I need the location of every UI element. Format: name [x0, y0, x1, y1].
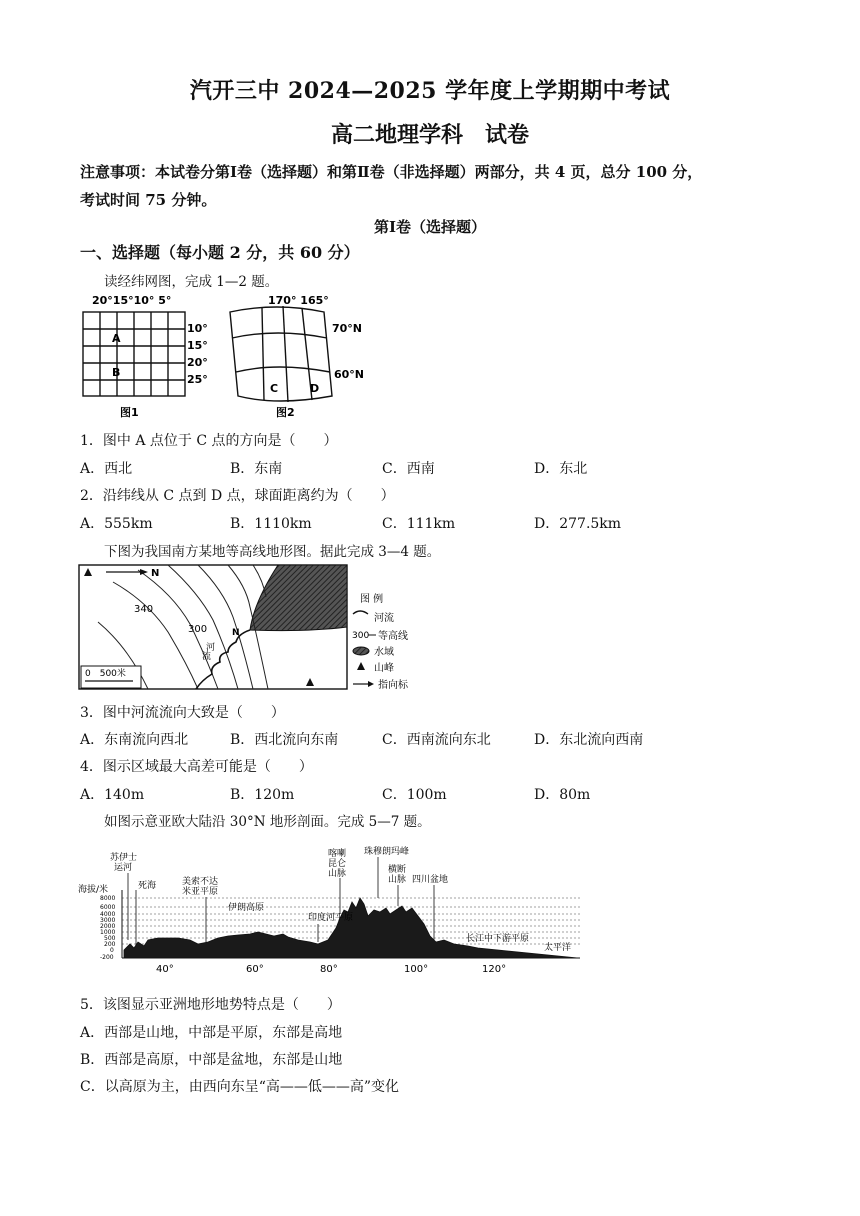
north-label: N: [151, 568, 160, 579]
graticule-figures: [80, 292, 380, 420]
q4-option-a: A．140m: [80, 787, 145, 803]
terrain-silhouette: [124, 898, 578, 958]
scale-label: 0 500米: [85, 669, 126, 679]
map-n-mark: N: [232, 628, 240, 638]
legend-peak-icon: [357, 662, 365, 670]
label-suez-2: 运河: [114, 863, 133, 873]
fig1-lat-10: 10°: [187, 322, 208, 335]
q5-option-b: B．西部是高原，中部是盆地，东部是山地: [80, 1052, 343, 1068]
q1-option-b: B．东南: [230, 461, 283, 477]
q2-option-c: C．111km: [382, 516, 456, 532]
fig1-grid: [83, 312, 185, 396]
y-tick-2000: 2000: [100, 923, 116, 930]
river-label-2: 流: [202, 652, 212, 662]
contour-300-label: 300: [188, 624, 208, 635]
legend-contour-num: 300: [352, 631, 370, 641]
fig1-point-b: B: [112, 366, 121, 379]
fig1-caption: 图1: [120, 406, 139, 419]
y-tick-labels: [100, 895, 116, 961]
q5-option-a: A．西部是山地，中部是平原，东部是高地: [80, 1025, 343, 1041]
map-legend: [352, 592, 409, 691]
notice-line-2: 考试时间 75 分钟。: [80, 191, 217, 209]
y-tick-0: 0: [110, 947, 114, 954]
y-tick-4000: 4000: [100, 911, 116, 918]
section-heading: 第Ⅰ卷（选择题）: [373, 218, 487, 236]
exam-subtitle: 高二地理学科 试卷: [330, 122, 529, 148]
label-mesop-2: 米亚平原: [182, 887, 219, 897]
y-axis-label: 海拔/米: [78, 885, 109, 895]
fig2-lat-70: 70°N: [332, 322, 363, 335]
q4-option-c: C．100m: [382, 787, 447, 803]
legend-water-symbol: [353, 647, 369, 655]
label-hengduan-2: 山脉: [388, 875, 407, 885]
intro-q5-7: 如图示意亚欧大陆沿 30°N 地形剖面。完成 5—7 题。: [104, 814, 431, 830]
label-pacific: 太平洋: [544, 943, 572, 953]
fig2-caption: 图2: [276, 406, 295, 419]
label-karakoram-3: 山脉: [328, 869, 347, 879]
label-dead-sea: 死海: [138, 881, 157, 891]
x-tick-100: 100°: [404, 964, 429, 975]
fig2-point-c: C: [270, 382, 279, 395]
legend-contour: 等高线: [378, 631, 408, 642]
y-tick-200: 200: [104, 941, 116, 948]
q3-option-b: B．西北流向东南: [230, 732, 339, 748]
fig2-lon-labels: 170° 165°: [268, 294, 329, 307]
fig1-lat-15: 15°: [187, 339, 208, 352]
legend-peak: 山峰: [374, 663, 394, 674]
intro-q1-2: 读经纬网图，完成 1—2 题。: [104, 274, 279, 290]
legend-river: 河流: [374, 613, 394, 624]
q3-option-d: D．东北流向西南: [534, 732, 644, 748]
label-iran: 伊朗高原: [228, 903, 265, 913]
label-karakoram-1: 喀喇: [328, 849, 347, 859]
label-yangtze: 长江中下游平原: [466, 934, 530, 944]
x-tick-60: 60°: [246, 964, 264, 975]
q1-option-d: D．东北: [534, 461, 588, 477]
q3-option-a: A．东南流向西北: [80, 732, 189, 748]
y-tick-1000: 1000: [100, 929, 116, 936]
label-sichuan: 四川盆地: [412, 875, 449, 885]
x-tick-labels: [156, 964, 506, 975]
x-tick-120: 120°: [482, 964, 507, 975]
notice-line-1: 注意事项：本试卷分第Ⅰ卷（选择题）和第Ⅱ卷（非选择题）两部分，共 4 页，总分 100 分，: [80, 163, 703, 181]
q4-option-b: B．120m: [230, 787, 295, 803]
part-heading: 一、选择题（每小题 2 分，共 60 分）: [80, 243, 360, 262]
fig1-lat-25: 25°: [187, 373, 208, 386]
label-indus: 印度河平原: [308, 913, 354, 923]
question-2: 2．沿纬线从 C 点到 D 点，球面距离约为（ ）: [80, 488, 395, 504]
contour-340-label: 340: [134, 604, 154, 615]
label-suez-1: 苏伊士: [110, 853, 138, 863]
q1-option-a: A．西北: [80, 461, 133, 477]
q2-option-b: B．1110km: [230, 516, 312, 532]
legend-arrow-icon: [368, 681, 374, 687]
y-tick-500: 500: [104, 935, 116, 942]
fig1-lon-labels: 20°15°10° 5°: [92, 294, 172, 307]
question-3: 3．图中河流流向大致是（ ）: [80, 705, 285, 721]
label-hengduan-1: 横断: [388, 865, 407, 875]
label-everest: 珠穆朗玛峰: [364, 847, 410, 857]
question-1: 1．图中 A 点位于 C 点的方向是（ ）: [80, 433, 338, 449]
q4-option-d: D．80m: [534, 787, 591, 803]
fig1-point-a: A: [112, 332, 121, 345]
y-tick-6000: 6000: [100, 904, 116, 911]
legend-river-symbol: [353, 611, 368, 614]
y-tick-3000: 3000: [100, 917, 116, 924]
question-5: 5．该图显示亚洲地形地势特点是（ ）: [80, 997, 341, 1013]
fig2-lat-60: 60°N: [334, 368, 365, 381]
q5-option-c: C．以高原为主，由西向东呈“高——低——高”变化: [80, 1079, 400, 1095]
intro-q3-4: 下图为我国南方某地等高线地形图。据此完成 3—4 题。: [104, 544, 441, 560]
q3-option-c: C．西南流向东北: [382, 732, 491, 748]
legend-title: 图 例: [360, 594, 384, 605]
q2-option-d: D．277.5km: [534, 516, 622, 532]
legend-arrow: 指向标: [378, 680, 408, 691]
q2-option-a: A．555km: [80, 516, 153, 532]
x-tick-80: 80°: [320, 964, 338, 975]
fig2-point-d: D: [310, 382, 320, 395]
q1-option-c: C．西南: [382, 461, 435, 477]
contour-map: [78, 562, 448, 694]
label-mesop-1: 美索不达: [182, 877, 219, 887]
river-label-1: 河: [206, 643, 216, 653]
y-tick-8000: 8000: [100, 895, 116, 902]
x-tick-40: 40°: [156, 964, 174, 975]
label-karakoram-2: 昆仑: [328, 859, 347, 869]
question-4: 4．图示区域最大高差可能是（ ）: [80, 759, 313, 775]
notice: [80, 158, 792, 214]
y-tick-neg200: -200: [100, 954, 114, 961]
terrain-profile: [78, 840, 588, 980]
exam-title: 汽开三中 2024—2025 学年度上学期期中考试: [189, 78, 671, 104]
legend-water: 水域: [374, 647, 394, 658]
fig1-lat-20: 20°: [187, 356, 208, 369]
